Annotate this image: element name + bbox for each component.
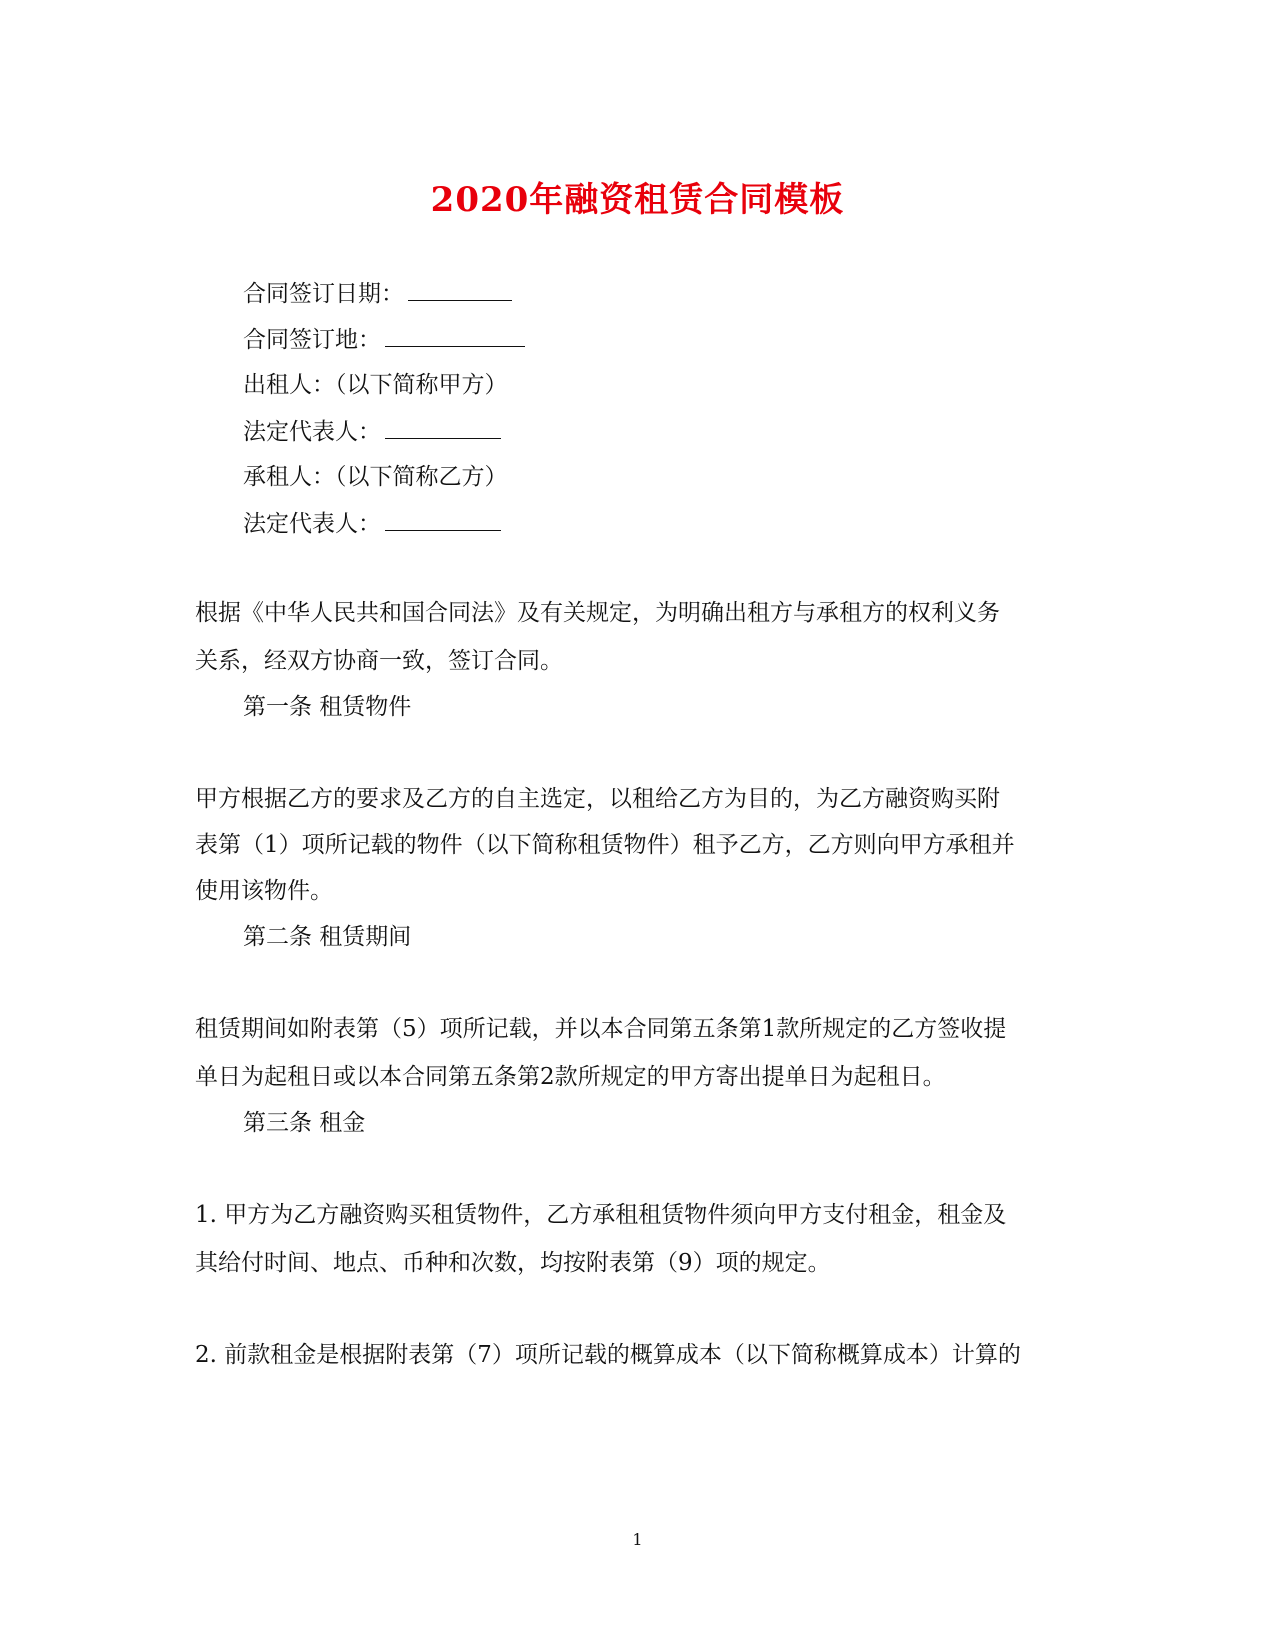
paragraph-line: 甲方根据乙方的要求及乙方的自主选定，以租给乙方为目的，为乙方融资购买附 (195, 786, 1000, 812)
intro-line: 根据《中华人民共和国合同法》及有关规定，为明确出租方与承租方的权利义务 (195, 600, 1000, 626)
paragraph-line: 表第（1）项所记载的物件（以下简称租赁物件）租予乙方，乙方则向甲方承租并 (195, 832, 1015, 858)
field-signing-date (243, 278, 512, 309)
paragraph-line: 使用该物件。 (195, 878, 333, 904)
article-heading: 第三条 租金 (243, 1110, 366, 1136)
field-lessor (243, 370, 508, 400)
field-lessee-representative (243, 508, 501, 539)
field-label: 法定代表人： (243, 419, 381, 445)
field-signing-place (243, 324, 525, 355)
paragraph-line: 1. 甲方为乙方融资购买租赁物件，乙方承租租赁物件须向甲方支付租金，租金及 (195, 1202, 1007, 1228)
field-label: 法定代表人： (243, 511, 381, 537)
paragraph-line: 单日为起租日或以本合同第五条第2款所规定的甲方寄出提单日为起租日。 (195, 1064, 946, 1090)
document-title: 2020年融资租赁合同模板 (430, 180, 845, 220)
blank-line (385, 508, 501, 531)
blank-line (385, 416, 501, 439)
field-lessor-representative (243, 416, 501, 447)
intro-line: 关系，经双方协商一致，签订合同。 (195, 648, 563, 674)
article-heading: 第一条 租赁物件 (243, 694, 412, 720)
paragraph-line: 2. 前款租金是根据附表第（7）项所记载的概算成本（以下简称概算成本）计算的 (195, 1342, 1021, 1368)
field-lessee (243, 462, 508, 492)
field-label: 合同签订地： (243, 327, 381, 353)
article-heading: 第二条 租赁期间 (243, 924, 412, 950)
paragraph-line: 租赁期间如附表第（5）项所记载，并以本合同第五条第1款所规定的乙方签收提 (195, 1016, 1007, 1042)
field-label: 承租人：（以下简称乙方） (243, 464, 508, 490)
field-label: 出租人：（以下简称甲方） (243, 372, 508, 398)
page-number: 1 (632, 1530, 643, 1549)
paragraph-line: 其给付时间、地点、币种和次数，均按附表第（9）项的规定。 (195, 1250, 831, 1276)
blank-line (408, 278, 512, 301)
blank-line (385, 324, 525, 347)
field-label: 合同签订日期： (243, 281, 404, 307)
